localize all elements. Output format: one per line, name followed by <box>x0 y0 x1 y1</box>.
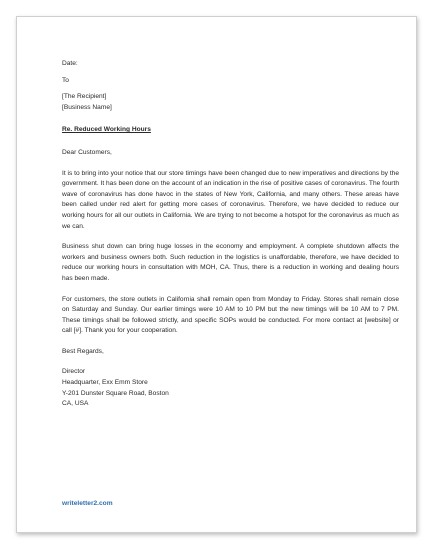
recipient-name: [The Recipient] <box>62 93 107 101</box>
to-label: To <box>62 76 69 84</box>
letter-page <box>16 16 417 533</box>
date-label: Date: <box>62 60 78 67</box>
paragraph-2: Business shut down can bring huge losses in the economy and employment. A complete shutdown affects the workers and business owners both. Such reduction in the logistics is unaffordable, therefore, we have decided to reduce our working hours in consultation with MOH, CA. Thus, there is a reduction in working and dealing hours has been made. <box>62 243 399 282</box>
signature-region: CA, USA <box>62 400 89 408</box>
signature-org: Headquarter, Exx Emm Store <box>62 379 148 387</box>
signature-address: Y-201 Dunster Square Road, Boston <box>62 389 169 397</box>
signature-title: Director <box>62 368 86 376</box>
subject-line: Re. Reduced Working Hours <box>62 126 151 134</box>
paragraph-1: It is to bring into your notice that our store timings have been changed due to new imperatives and directions by the government. It has been done on the account of an indication in the rise of positive cases of coronavirus. The fourth wave of coronavirus has done havoc in the states of New York, California, and many others. These areas have been called under red alert for getting more cases of coronavirus. Therefore, we have decided to reduce our working hours for all our outlets in California. We are trying to not become a hotspot for the coronavirus as much as we can. <box>62 169 399 230</box>
closing: Best Regards, <box>62 347 104 355</box>
brand-watermark: writeletter2.com <box>62 500 113 507</box>
paragraph-3: For customers, the store outlets in California shall remain open from Monday to Friday. Stores shall remain close on Saturday and Sunday. Our earlier timings were 10 AM to 10 PM but the new timings will be 10 AM to 7 PM. These timings shall be followed strictly, and specific SOPs would be conducted. For more contact at [website] or call [#]. Thank you for your cooperation. <box>62 295 399 335</box>
salutation: Dear Customers, <box>62 148 112 156</box>
letter-body <box>62 59 399 410</box>
business-name: [Business Name] <box>62 103 112 111</box>
